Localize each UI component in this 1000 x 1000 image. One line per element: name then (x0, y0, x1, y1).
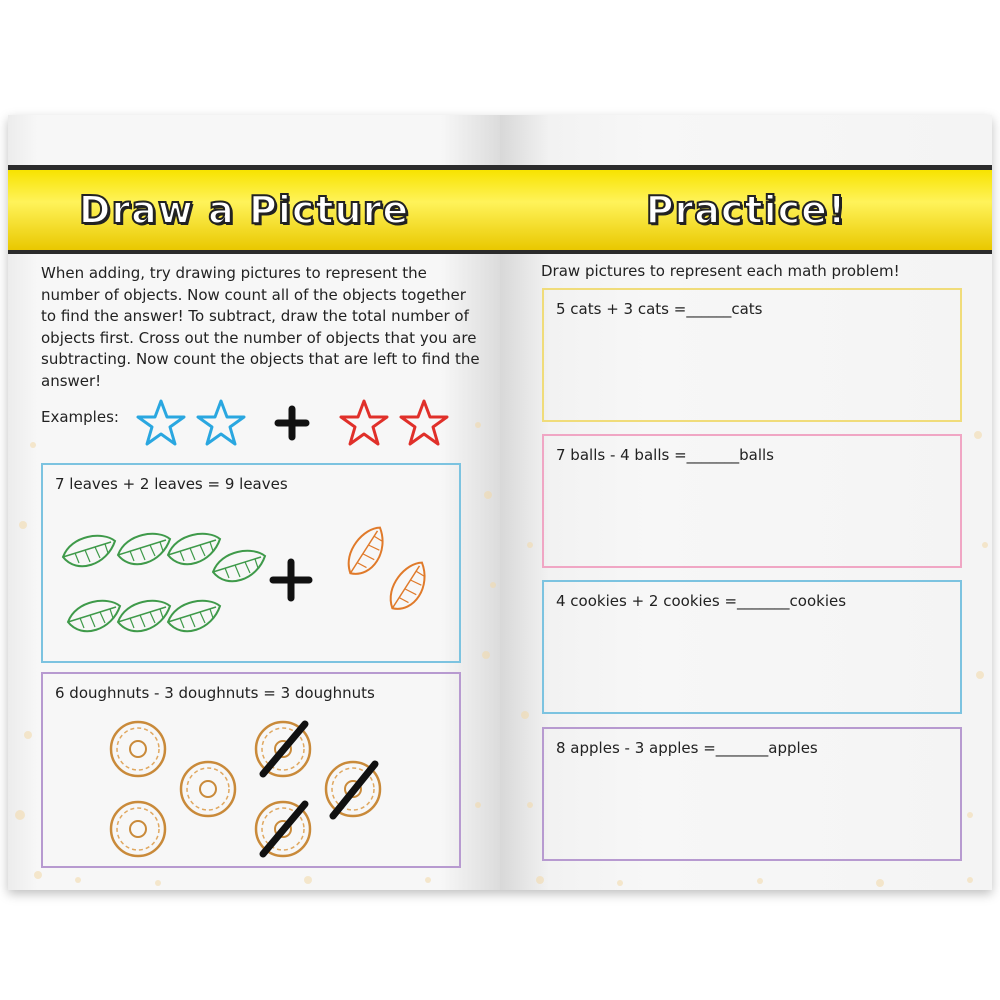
practice-equation: 4 cookies + 2 cookies =_______cookies (556, 592, 847, 610)
doughnut-icon (111, 722, 165, 776)
cross-out-mark (263, 724, 305, 774)
practice-box-cookies[interactable] (542, 580, 962, 714)
plus-icon (273, 562, 309, 598)
plus-icon (278, 409, 306, 437)
right-page (500, 115, 992, 890)
practice-box-cats[interactable] (542, 288, 962, 422)
leaf-icon (213, 551, 265, 581)
leaf-icon (337, 524, 396, 581)
doughnut-icon (181, 762, 235, 816)
intro-text: When adding, try drawing pictures to represent the number of objects. Now count all of the objects together to find the answer! To subtract, draw the total number of objects first. Cross out the number of objects that you are subtracting. Now count the objects that are left to find the answer! (41, 264, 480, 390)
practice-box-apples[interactable] (542, 727, 962, 861)
doughnuts-illustration (43, 704, 458, 864)
left-title-banner (8, 165, 500, 254)
leaf-icon (168, 601, 220, 631)
practice-instruction: Draw pictures to represent each math problem! (541, 262, 900, 280)
star-icon (401, 401, 447, 444)
leaves-illustration (43, 505, 458, 655)
page-title: Draw a Picture (78, 188, 410, 232)
leaf-icon (118, 534, 170, 564)
star-icon (198, 401, 244, 444)
right-title-banner (500, 165, 992, 254)
practice-box-balls[interactable] (542, 434, 962, 568)
examples-illustration (136, 393, 466, 453)
example-equation: 6 doughnuts - 3 doughnuts = 3 doughnuts (55, 684, 375, 702)
cross-out-mark (333, 764, 375, 816)
practice-equation: 8 apples - 3 apples =_______apples (556, 739, 818, 757)
left-page (8, 115, 500, 890)
leaf-icon (379, 559, 438, 616)
practice-equation: 7 balls - 4 balls =_______balls (556, 446, 774, 464)
cross-out-mark (263, 804, 305, 854)
leaf-icon (63, 536, 115, 566)
leaf-icon (118, 601, 170, 631)
practice-equation: 5 cats + 3 cats =______cats (556, 300, 763, 318)
example-box-leaves (41, 463, 461, 663)
leaf-icon (168, 534, 220, 564)
star-icon (341, 401, 387, 444)
example-equation: 7 leaves + 2 leaves = 9 leaves (55, 475, 288, 493)
examples-label: Examples: (41, 408, 119, 426)
leaf-icon (68, 601, 120, 631)
star-icon (138, 401, 184, 444)
example-box-doughnuts (41, 672, 461, 868)
page-title: Practice! (645, 188, 847, 232)
doughnut-icon (111, 802, 165, 856)
workbook-spread (8, 115, 992, 890)
